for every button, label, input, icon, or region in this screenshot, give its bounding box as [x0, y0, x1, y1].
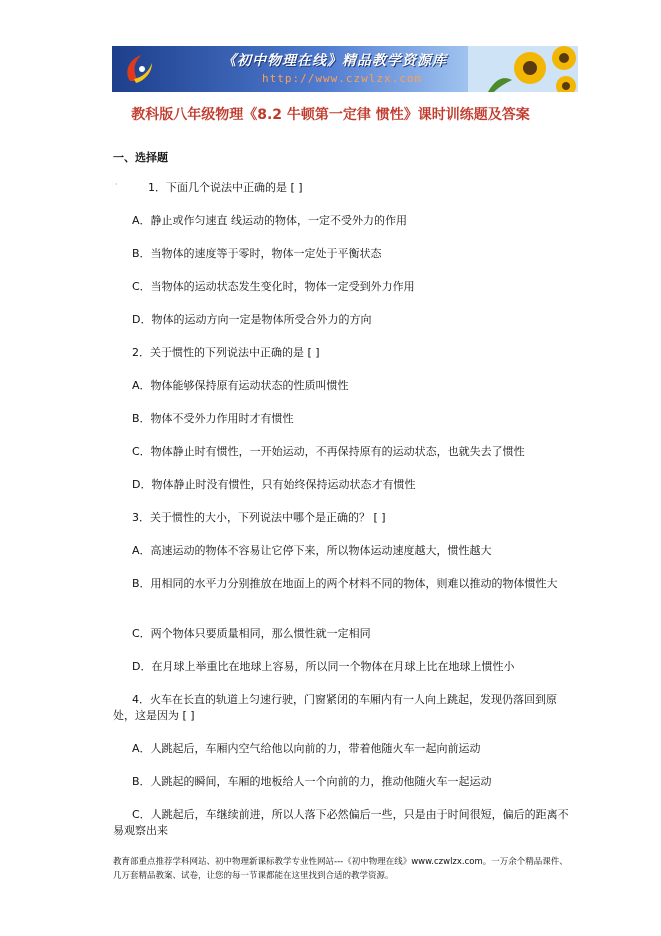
- question-4-option-b: B．人跳起的瞬间，车厢的地板给人一个向前的力，推动他随火车一起运动: [132, 775, 492, 788]
- question-1-option-b: B．当物体的速度等于零时，物体一定处于平衡状态: [132, 247, 382, 260]
- question-2-option-a: A．物体能够保持原有运动状态的性质叫惯性: [132, 379, 349, 392]
- question-3: 3．关于惯性的大小，下列说法中哪个是正确的？ [ ]: [132, 511, 386, 524]
- question-3-option-b: B．用相同的水平力分别推放在地面上的两个材料不同的物体，则难以推动的物体惯性大: [132, 577, 558, 590]
- logo-icon: [122, 51, 156, 87]
- question-2-option-d: D．物体静止时没有惯性，只有始终保持运动状态才有惯性: [132, 478, 416, 491]
- question-2: 2．关于惯性的下列说法中正确的是 [ ]: [132, 346, 320, 359]
- question-3-option-a: A．高速运动的物体不容易让它停下来，所以物体运动速度越大，惯性越大: [132, 544, 492, 557]
- page-title: 教科版八年级物理《8.2 牛顿第一定律 惯性》课时训练题及答案: [131, 107, 530, 123]
- question-1-option-a: A．静止或作匀速直 线运动的物体，一定不受外力的作用: [132, 214, 408, 227]
- banner-url[interactable]: http://www.czwlzx.com: [262, 72, 423, 85]
- question-3-option-c: C．两个物体只要质量相同，那么惯性就一定相同: [132, 627, 371, 640]
- question-4: 4．火车在长直的轨道上匀速行驶，门窗紧闭的车厢内有一人向上跳起，发现仍落回到原处，这是因为 [ ]: [113, 693, 557, 722]
- banner-slogan: 《初中物理在线》精品教学资源库: [222, 53, 447, 69]
- question-4-option-a: A．人跳起后，车厢内空气给他以向前的力，带着他随火车一起向前运动: [132, 742, 481, 755]
- footer-note: 教育部重点推荐学科网站、初中物理新课标教学专业性网站---《初中物理在线》www.czwlzx.com。一万余个精品课件、几万套精品教案、试卷，让您的每一节课都能在这里找到合适的教学资源。: [113, 857, 568, 881]
- section-heading: 一、选择题: [113, 151, 168, 164]
- question-3-option-d: D．在月球上举重比在地球上容易，所以同一个物体在月球上比在地球上惯性小: [132, 660, 515, 673]
- question-4-option-c: C．人跳起后，车继续前进，所以人落下必然偏后一些，只是由于时间很短，偏后的距离不易观察出来: [113, 808, 569, 837]
- question-1: 1．下面几个说法中正确的是 [ ]: [148, 181, 303, 194]
- header-banner: [112, 46, 578, 92]
- question-2-option-b: B．物体不受外力作用时才有惯性: [132, 412, 294, 425]
- question-2-option-c: C．物体静止时有惯性，一开始运动，不再保持原有的运动状态，也就失去了惯性: [132, 445, 525, 458]
- question-1-option-c: C．当物体的运动状态发生变化时，物体一定受到外力作用: [132, 280, 415, 293]
- question-1-option-d: D．物体的运动方向一定是物体所受合外力的方向: [132, 313, 372, 326]
- sunflower-image: [468, 46, 578, 92]
- bullet-marker: ·: [115, 180, 118, 189]
